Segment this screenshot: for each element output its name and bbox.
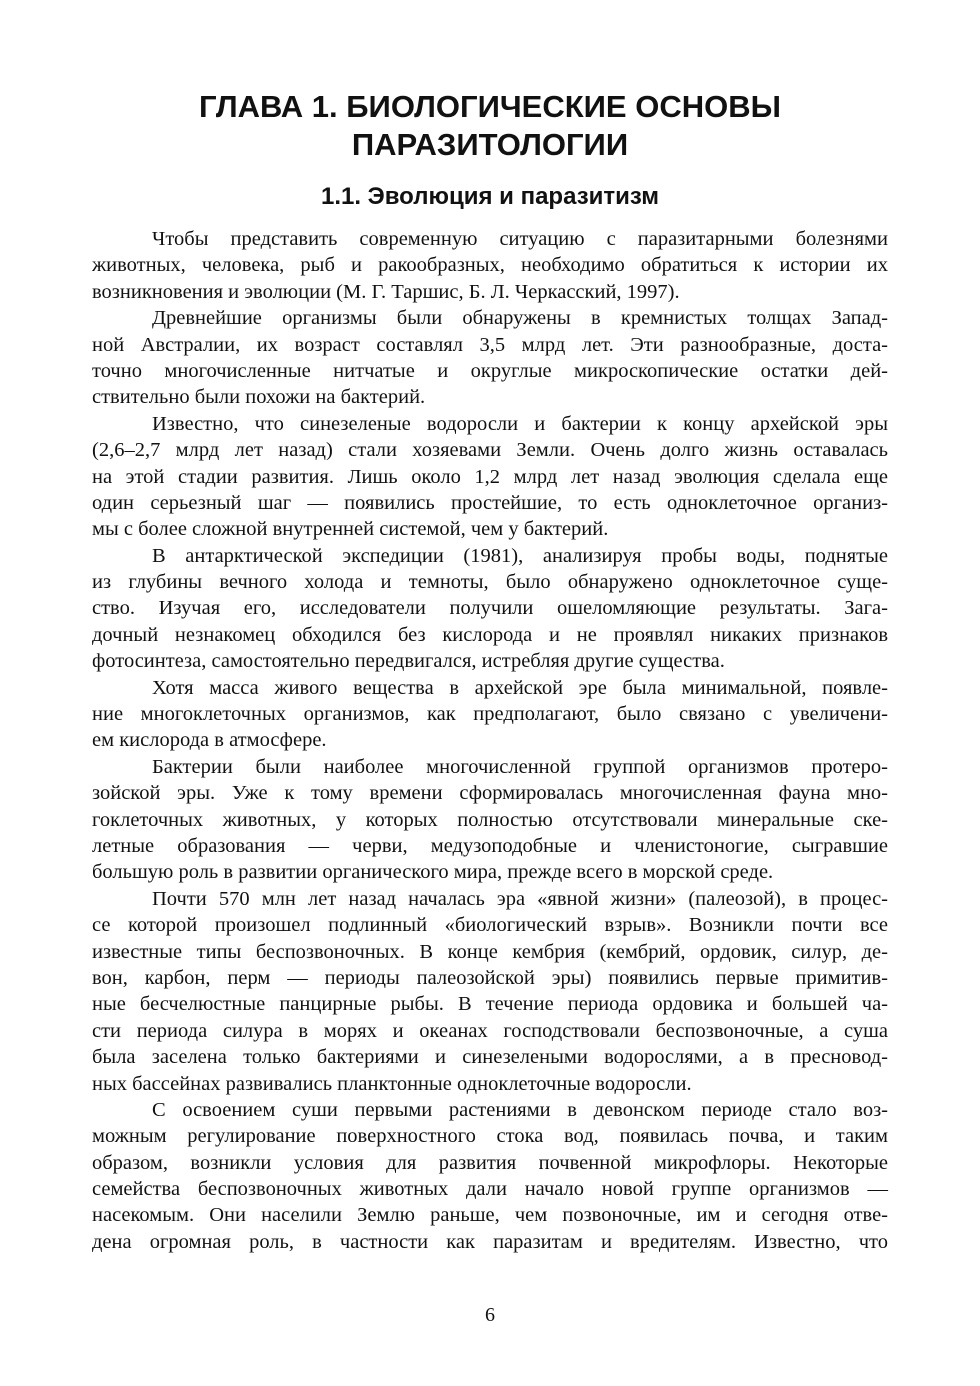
paragraph-line: дена огромная роль, в частности как паразитам и вредителям. Известно, что: [92, 1230, 888, 1253]
paragraph-line: насекомым. Они населили Землю раньше, чем позвоночные, им и сегодня отве-: [92, 1204, 888, 1227]
paragraph: [92, 226, 888, 305]
paragraph-line: Древнейшие организмы были обнаружены в кремнистых толщах Запад-: [152, 307, 888, 330]
paragraph-line: ствительно были похожи на бактерий.: [92, 386, 426, 409]
paragraph-line: зойской эры. Уже к тому времени сформировалась многочисленная фауна мно-: [92, 782, 888, 805]
chapter-title-line: ГЛАВА 1. БИОЛОГИЧЕСКИЕ ОСНОВЫ: [199, 89, 781, 124]
paragraph: [92, 675, 888, 754]
paragraph: [92, 305, 888, 411]
paragraph: [92, 411, 888, 543]
paragraph-line: возникновения и эволюции (М. Г. Таршис, Б. Л. Черкасский, 1997).: [92, 280, 680, 303]
paragraph-line: ство. Изучая его, исследователи получили ошеломляющие результаты. Зага-: [92, 597, 888, 620]
body-text: [92, 226, 888, 1255]
paragraph-line: на этой стадии развития. Лишь около 1,2 млрд лет назад эволюция сделала еще: [92, 465, 888, 488]
paragraph-line: (2,6–2,7 млрд лет назад) стали хозяевами Земли. Очень долго жизнь оставалась: [92, 439, 888, 462]
paragraph-line: ной Австралии, их возраст составлял 3,5 млрд лет. Эти разнообразные, доста-: [92, 333, 888, 356]
paragraph-line: В антарктической экспедиции (1981), анализируя пробы воды, поднятые: [152, 544, 888, 567]
paragraph-line: Чтобы представить современную ситуацию с паразитарными болезнями: [152, 228, 888, 250]
paragraph-line: гоклеточных животных, у которых полностью отсутствовали минеральные ске-: [92, 808, 888, 831]
paragraph-line: ние многоклеточных организмов, как предполагают, было связано с увеличени-: [92, 703, 888, 726]
paragraph-line: ем кислорода в атмосфере.: [92, 729, 327, 752]
paragraph-line: летные образования — черви, медузоподобные и членистоногие, сыгравшие: [92, 834, 888, 857]
paragraph-line: сти периода силура в морях и океанах господствовали беспозвоночные, а суша: [92, 1019, 888, 1042]
paragraph-line: точно многочисленные нитчатые и округлые микроскопические остатки дей-: [92, 359, 888, 382]
paragraph-line: можным регулирование поверхностного стока вод, появилась почва, и таким: [92, 1125, 888, 1148]
paragraph-line: из глубины вечного холода и темноты, было обнаружено одноклеточное суще-: [92, 571, 888, 594]
paragraph-line: известные типы беспозвоночных. В конце кембрия (кембрий, ордовик, силур, де-: [92, 940, 888, 963]
paragraph-line: фотосинтеза, самостоятельно передвигался, истребляя другие существа.: [92, 650, 725, 673]
paragraph: [92, 1097, 888, 1255]
chapter-title-line: ПАРАЗИТОЛОГИИ: [351, 127, 629, 162]
paragraph: [92, 886, 888, 1097]
paragraph-line: ные бесчелюстные панцирные рыбы. В течение периода ордовика и большей ча-: [92, 993, 888, 1016]
paragraph-line: животных, человека, рыб и ракообразных, необходимо обратиться к истории их: [92, 254, 888, 277]
paragraph-line: ных бассейнах развивались планктонные одноклеточные водоросли.: [92, 1072, 692, 1095]
chapter-title: [0, 88, 980, 164]
paragraph-line: Хотя масса живого вещества в архейской эре была минимальной, появле-: [152, 676, 888, 699]
paragraph-line: семейства беспозвоночных животных дали начало новой группе организмов —: [92, 1178, 888, 1201]
paragraph-line: дочный незнакомец обходился без кислорода и не проявлял никаких признаков: [92, 623, 888, 646]
paragraph-line: Известно, что синезеленые водоросли и бактерии к концу архейской эры: [152, 412, 888, 435]
paragraph-line: Бактерии были наиболее многочисленной группой организмов протеро-: [152, 755, 888, 778]
paragraph: [92, 754, 888, 886]
paragraph-line: один серьезный шаг — появились простейшие, то есть одноклеточное организ-: [92, 491, 888, 514]
paragraph-line: вон, карбон, перм — периоды палеозойской эры) появились первые примитив-: [92, 966, 888, 989]
paragraph-line: се которой произошел подлинный «биологический взрыв». Возникли почти все: [92, 914, 888, 937]
section-title: 1.1. Эволюция и паразитизм: [320, 183, 660, 210]
page-number: 6: [485, 1304, 495, 1326]
paragraph-line: Почти 570 млн лет назад началась эра «явной жизни» (палеозой), в процес-: [152, 887, 888, 910]
paragraph: [92, 543, 888, 675]
paragraph-line: большую роль в развитии органического мира, прежде всего в морской среде.: [92, 861, 774, 884]
paragraph-line: была заселена только бактериями и синезелеными водорослями, а в пресновод-: [92, 1046, 888, 1069]
paragraph-line: образом, возникли условия для развития почвенной микрофлоры. Некоторые: [92, 1151, 888, 1174]
paragraph-line: С освоением суши первыми растениями в девонском периоде стало воз-: [152, 1098, 888, 1121]
paragraph-line: мы с более сложной внутренней системой, чем у бактерий.: [92, 518, 609, 541]
